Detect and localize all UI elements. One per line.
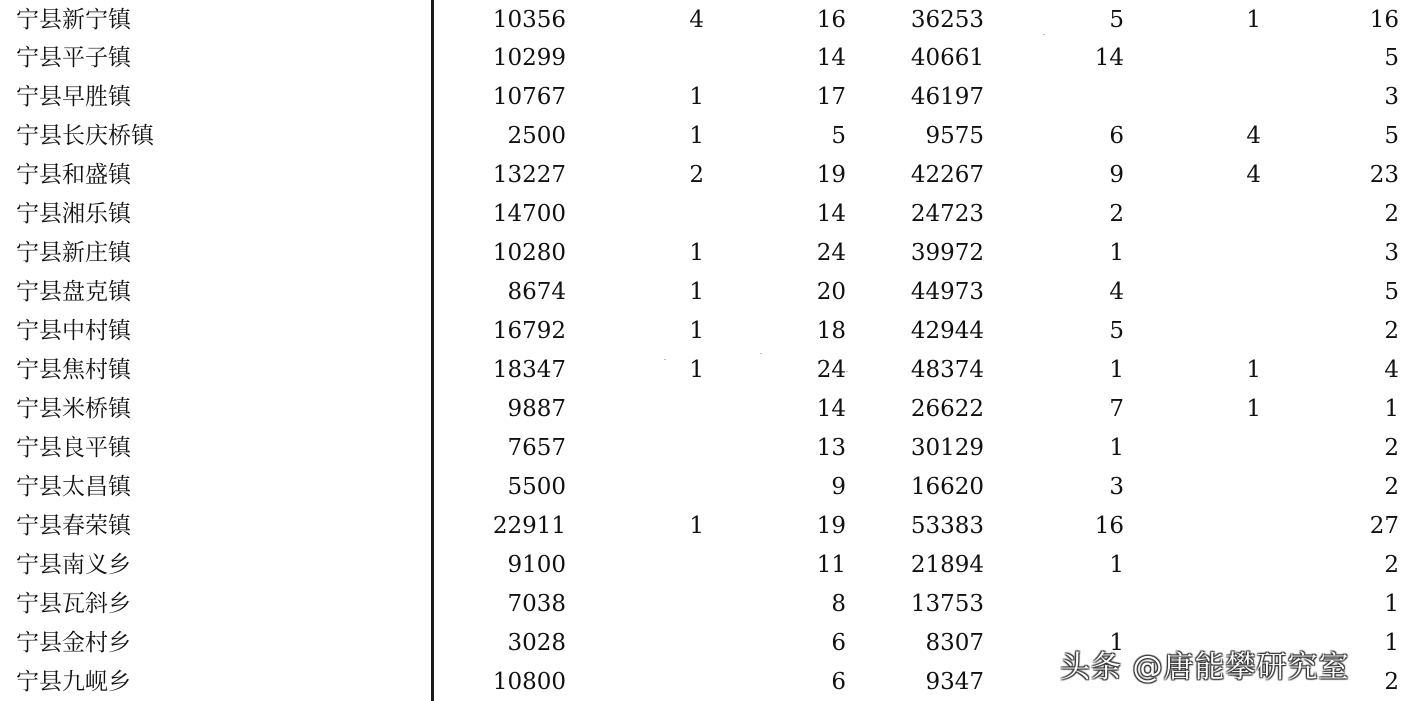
table-row — [0, 1, 1409, 39]
value-col-2 — [584, 39, 704, 77]
town-name: 宁县平子镇 — [16, 45, 131, 71]
value-col-1: 10280 — [492, 240, 566, 266]
town-name: 宁县九岘乡 — [16, 669, 131, 695]
value-col-6 — [1141, 585, 1261, 623]
value-col-6 — [1141, 234, 1261, 272]
value-col-7: 2 — [1384, 201, 1399, 227]
value-col-4: 26622 — [910, 396, 984, 422]
town-name: 宁县早胜镇 — [16, 84, 131, 110]
value-col-6: 1 — [1246, 7, 1261, 33]
value-col-3: 19 — [816, 513, 846, 539]
value-col-2 — [584, 195, 704, 233]
table-row — [0, 468, 1409, 506]
value-col-4: 30129 — [910, 435, 984, 461]
value-col-1: 9887 — [507, 396, 566, 422]
value-col-7: 1 — [1384, 396, 1399, 422]
value-col-4: 42267 — [910, 162, 984, 188]
value-col-1: 9100 — [507, 552, 566, 578]
value-col-5 — [1004, 585, 1124, 623]
table-row — [0, 39, 1409, 77]
value-col-4: 8307 — [925, 630, 984, 656]
value-col-7: 3 — [1384, 240, 1399, 266]
value-col-5: 1 — [1109, 357, 1124, 383]
value-col-3: 18 — [816, 318, 846, 344]
value-col-6 — [1141, 507, 1261, 545]
town-name: 宁县湘乐镇 — [16, 201, 131, 227]
value-col-2: 1 — [689, 279, 704, 305]
value-col-4: 9347 — [925, 669, 984, 695]
value-col-4: 53383 — [910, 513, 984, 539]
scan-speck — [664, 359, 666, 360]
value-col-5: 6 — [1109, 123, 1124, 149]
value-col-4: 13753 — [910, 591, 984, 617]
value-col-1: 3028 — [507, 630, 566, 656]
value-col-2: 1 — [689, 318, 704, 344]
value-col-4: 21894 — [910, 552, 984, 578]
value-col-2: 1 — [689, 84, 704, 110]
value-col-1: 16792 — [492, 318, 566, 344]
town-name: 宁县瓦斜乡 — [16, 591, 131, 617]
value-col-1: 10800 — [492, 669, 566, 695]
value-col-2: 4 — [689, 7, 704, 33]
value-col-5: 4 — [1109, 279, 1124, 305]
value-col-3: 5 — [831, 123, 846, 149]
value-col-7: 5 — [1384, 45, 1399, 71]
value-col-1: 10356 — [492, 7, 566, 33]
value-col-1: 2500 — [507, 123, 566, 149]
value-col-5: 1 — [1109, 240, 1124, 266]
value-col-5: 1 — [1109, 435, 1124, 461]
value-col-4: 16620 — [910, 474, 984, 500]
value-col-1: 7038 — [507, 591, 566, 617]
value-col-5: 14 — [1094, 45, 1124, 71]
table-row — [0, 390, 1409, 428]
value-col-7: 2 — [1384, 552, 1399, 578]
town-name: 宁县中村镇 — [16, 318, 131, 344]
value-col-2: 1 — [689, 240, 704, 266]
value-col-4: 48374 — [910, 357, 984, 383]
value-col-6 — [1141, 39, 1261, 77]
value-col-6 — [1141, 273, 1261, 311]
town-name: 宁县新宁镇 — [16, 7, 131, 33]
value-col-3: 11 — [816, 552, 846, 578]
value-col-2 — [584, 468, 704, 506]
value-col-3: 9 — [831, 474, 846, 500]
town-name: 宁县和盛镇 — [16, 162, 131, 188]
value-col-2: 2 — [689, 162, 704, 188]
table-row — [0, 78, 1409, 116]
value-col-2 — [584, 585, 704, 623]
table-row — [0, 585, 1409, 623]
value-col-5: 9 — [1109, 162, 1124, 188]
town-name: 宁县太昌镇 — [16, 474, 131, 500]
value-col-5: 1 — [1109, 630, 1124, 656]
value-col-3: 14 — [816, 396, 846, 422]
value-col-4: 42944 — [910, 318, 984, 344]
town-name: 宁县新庄镇 — [16, 240, 131, 266]
value-col-3: 14 — [816, 45, 846, 71]
value-col-5: 5 — [1109, 318, 1124, 344]
value-col-6 — [1141, 195, 1261, 233]
value-col-7: 2 — [1384, 435, 1399, 461]
value-col-1: 10299 — [492, 45, 566, 71]
value-col-6 — [1141, 312, 1261, 350]
scan-speck — [1043, 34, 1045, 35]
value-col-7: 2 — [1384, 669, 1399, 695]
value-col-4: 44973 — [910, 279, 984, 305]
value-col-7: 2 — [1384, 318, 1399, 344]
value-col-5: 1 — [1109, 552, 1124, 578]
value-col-1: 7657 — [507, 435, 566, 461]
value-col-6 — [1141, 78, 1261, 116]
value-col-7: 1 — [1384, 591, 1399, 617]
table-row — [0, 195, 1409, 233]
value-col-6: 1 — [1246, 396, 1261, 422]
value-col-7: 23 — [1369, 162, 1399, 188]
value-col-3: 17 — [816, 84, 846, 110]
town-name: 宁县盘克镇 — [16, 279, 131, 305]
value-col-3: 14 — [816, 201, 846, 227]
value-col-7: 3 — [1384, 84, 1399, 110]
table-row — [0, 312, 1409, 350]
value-col-3: 8 — [831, 591, 846, 617]
value-col-7: 16 — [1369, 7, 1399, 33]
town-name: 宁县焦村镇 — [16, 357, 131, 383]
value-col-4: 36253 — [910, 7, 984, 33]
town-name: 宁县金村乡 — [16, 630, 131, 656]
value-col-2 — [584, 624, 704, 662]
value-col-4: 46197 — [910, 84, 984, 110]
table-row — [0, 351, 1409, 389]
value-col-1: 13227 — [492, 162, 566, 188]
scan-speck — [760, 353, 762, 354]
table-row — [0, 273, 1409, 311]
town-name: 宁县春荣镇 — [16, 513, 131, 539]
value-col-1: 14700 — [492, 201, 566, 227]
value-col-3: 16 — [816, 7, 846, 33]
value-col-6 — [1141, 546, 1261, 584]
watermark-text: 头条 @唐能攀研究室 — [1060, 650, 1350, 685]
value-col-6: 4 — [1246, 162, 1261, 188]
value-col-1: 5500 — [507, 474, 566, 500]
value-col-4: 24723 — [910, 201, 984, 227]
value-col-2 — [584, 663, 704, 701]
scan-speck — [846, 371, 848, 372]
value-col-6 — [1141, 468, 1261, 506]
value-col-7: 1 — [1384, 630, 1399, 656]
value-col-7: 5 — [1384, 279, 1399, 305]
town-name: 宁县南义乡 — [16, 552, 131, 578]
table-row — [0, 234, 1409, 272]
town-name: 宁县良平镇 — [16, 435, 131, 461]
value-col-3: 20 — [816, 279, 846, 305]
value-col-3: 13 — [816, 435, 846, 461]
value-col-5: 16 — [1094, 513, 1124, 539]
value-col-3: 19 — [816, 162, 846, 188]
value-col-1: 18347 — [492, 357, 566, 383]
table-row — [0, 117, 1409, 155]
value-col-2: 1 — [689, 357, 704, 383]
table-row — [0, 546, 1409, 584]
value-col-5: 2 — [1109, 201, 1124, 227]
value-col-2: 1 — [689, 513, 704, 539]
value-col-7: 4 — [1384, 357, 1399, 383]
table-row — [0, 507, 1409, 545]
value-col-5 — [1004, 78, 1124, 116]
table-row — [0, 156, 1409, 194]
value-col-1: 8674 — [507, 279, 566, 305]
value-col-2 — [584, 390, 704, 428]
value-col-7: 27 — [1369, 513, 1399, 539]
value-col-6 — [1141, 429, 1261, 467]
value-col-1: 22911 — [492, 513, 566, 539]
value-col-6: 1 — [1246, 357, 1261, 383]
value-col-5: 3 — [1109, 474, 1124, 500]
value-col-1: 10767 — [492, 84, 566, 110]
value-col-7: 2 — [1384, 474, 1399, 500]
value-col-4: 40661 — [910, 45, 984, 71]
value-col-5: 7 — [1109, 396, 1124, 422]
table-row — [0, 429, 1409, 467]
town-name: 宁县米桥镇 — [16, 396, 131, 422]
value-col-2 — [584, 429, 704, 467]
value-col-3: 6 — [831, 669, 846, 695]
town-name: 宁县长庆桥镇 — [16, 123, 154, 149]
value-col-3: 24 — [816, 357, 846, 383]
value-col-3: 6 — [831, 630, 846, 656]
value-col-4: 39972 — [910, 240, 984, 266]
value-col-3: 24 — [816, 240, 846, 266]
value-col-7: 5 — [1384, 123, 1399, 149]
value-col-6: 4 — [1246, 123, 1261, 149]
value-col-5: 5 — [1109, 7, 1124, 33]
value-col-4: 9575 — [925, 123, 984, 149]
value-col-2 — [584, 546, 704, 584]
value-col-2: 1 — [689, 123, 704, 149]
